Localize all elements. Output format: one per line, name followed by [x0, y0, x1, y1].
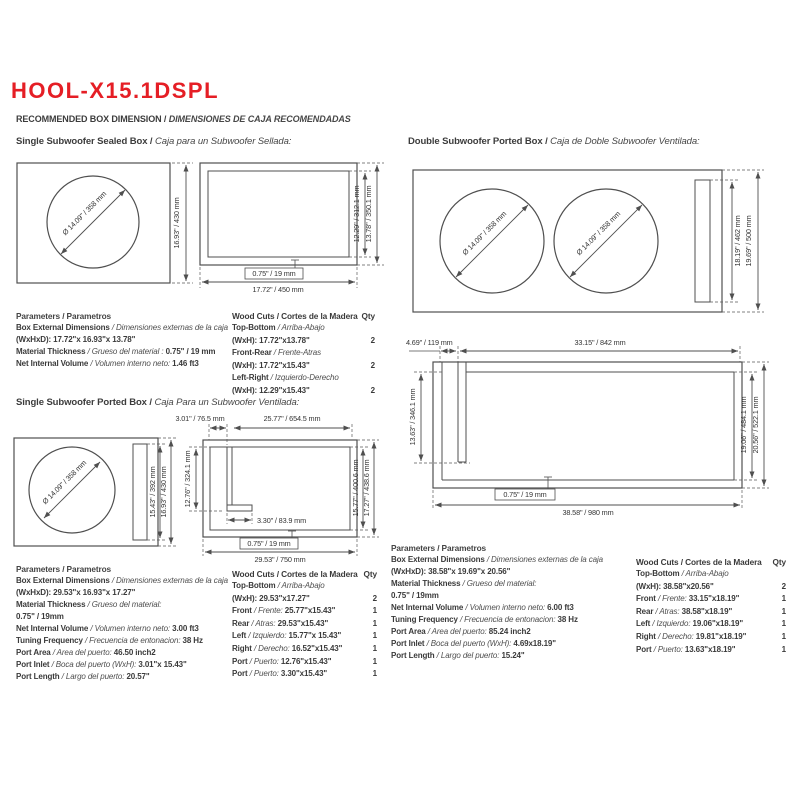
woodcut-row: (WxH): 29.53"x17.27" 2 — [232, 593, 377, 603]
woodcut-row: Rear / Atras: 29.53"x15.43" 1 — [232, 618, 377, 628]
section-title-en: Double Subwoofer Ported Box / — [408, 136, 551, 147]
param-row: Material Thickness / Grueso del material: — [391, 579, 537, 588]
woodcut-row: Left-Right / Izquierdo-Derecho — [232, 373, 339, 383]
dimension-label: 17.72" / 450 mm — [252, 285, 304, 294]
param-row: Net Internal Volume / Volumen interno neto: 3.00 ft3 — [16, 624, 199, 633]
woodcut-row: (WxH): 12.29"x15.43" 2 — [232, 385, 375, 395]
param-row: Box External Dimensions / Dimensiones externas de la caja — [16, 323, 228, 332]
parameters-header: Parameters / Parametros — [391, 543, 487, 553]
sealed-cross-section-diagram — [200, 163, 384, 294]
woodcut-row: Left / Izquierdo: 15.77"x 15.43" 1 — [232, 631, 377, 641]
woodcut-row: Right / Derecho: 19.81"x18.19" 1 — [636, 631, 786, 641]
port-slot — [695, 180, 710, 302]
ported-cross-section-diagram — [175, 414, 379, 564]
woodcuts-header: Wood Cuts / Cortes de la Madera Qty — [636, 557, 786, 567]
section-title-es: Caja de Doble Subwoofer Ventilada: — [550, 136, 700, 147]
parameters-header: Parameters / Parametros — [16, 564, 112, 574]
dimension-label: 0.75" / 19 mm — [247, 539, 291, 548]
section-title-es: Caja para un Subwoofer Sellada: — [155, 136, 292, 147]
dimension-label: 15.77" / 400.6 mm — [351, 459, 360, 517]
dimension-label: 0.75" / 19 mm — [503, 490, 547, 499]
subtitle-es: DIMENSIONES DE CAJA RECOMENDADAS — [168, 114, 351, 124]
port-lip — [227, 505, 252, 511]
dimension-label: 20.56" / 522.1 mm — [751, 396, 760, 454]
param-row: Port Length / Largo del puerto: 15.24" — [391, 651, 525, 660]
woodcut-row: Top-Bottom / Arriba-Abajo — [232, 581, 325, 590]
parameters-block-sealed — [16, 310, 228, 370]
port-wall — [227, 447, 232, 505]
woodcut-row: Top-Bottom / Arriba-Abajo — [636, 569, 729, 578]
woodcuts-header: Wood Cuts / Cortes de la Madera Qty — [232, 569, 377, 579]
param-row: Net Internal Volume / Volumen interno neto: 1.46 ft3 — [16, 359, 199, 368]
woodcut-row: Right / Derecho: 16.52"x15.43" 1 — [232, 643, 377, 653]
section-title-en: Single Subwoofer Sealed Box / — [16, 136, 155, 147]
sealed-front-view-diagram — [17, 163, 193, 283]
dimension-label: 3.30" / 83.9 mm — [257, 516, 307, 525]
double-front-view-diagram — [413, 170, 764, 312]
parameters-block-double-ported — [391, 542, 639, 662]
woodcut-row: Port / Puerto: 13.63"x18.19" 1 — [636, 644, 786, 654]
param-row: 0.75" / 19mm — [16, 612, 64, 621]
woodcut-row: Front / Frente: 33.15"x18.19" 1 — [636, 594, 786, 604]
dimension-label: Ø 14.09" / 358 mm — [574, 209, 623, 258]
param-row: Port Inlet / Boca del puerto (WxH): 3.01"x 15.43" — [16, 660, 187, 669]
dimension-label: 12.76" / 324.1 mm — [183, 450, 192, 508]
woodcut-row: (WxH): 17.72"x13.78" 2 — [232, 335, 375, 345]
dimension-label: 19.06" / 484.1 mm — [739, 396, 748, 454]
woodcut-row: Front-Rear / Frente-Atras — [232, 348, 322, 358]
woodcut-row: Port / Puerto: 12.76"x15.43" 1 — [232, 656, 377, 666]
section-title-single-ported — [16, 397, 299, 408]
param-row: (WxHxD): 38.58"x 19.69"x 20.56" — [391, 567, 511, 576]
document-subtitle — [16, 114, 351, 124]
param-row: Material Thickness / Grueso del material : 0.75" / 19 mm — [16, 347, 216, 356]
param-row: Material Thickness / Grueso del material: — [16, 600, 162, 609]
param-row: Port Inlet / Boca del puerto (WxH): 4.69x18.19" — [391, 639, 556, 648]
param-row: Box External Dimensions / Dimensiones externas de la caja — [391, 555, 603, 564]
woodcuts-header: Wood Cuts / Cortes de la Madera Qty — [232, 311, 375, 321]
section-title-sealed — [16, 136, 291, 147]
param-row: Port Area / Area del puerto: 85.24 inch2 — [391, 627, 531, 636]
param-row: (WxHxD): 17.72"x 16.93"x 13.78" — [16, 335, 136, 344]
double-cross-section-diagram — [406, 338, 769, 517]
dimension-label: 38.58" / 980 mm — [562, 508, 614, 517]
dimension-label: Ø 14.09" / 358 mm — [40, 458, 89, 507]
dimension-label: 29.53" / 750 mm — [254, 555, 306, 564]
page-title: HOOL-X15.1DSPL — [11, 78, 220, 103]
parameters-block-single-ported — [16, 563, 238, 683]
woodcut-row: (WxH): 17.72"x15.43" 2 — [232, 360, 375, 370]
woodcut-row: Rear / Atras: 38.58"x18.19" 1 — [636, 606, 786, 616]
dimension-label: Ø 14.09" / 358 mm — [60, 189, 109, 238]
woodcuts-block-single-ported — [232, 568, 377, 681]
dimension-label: 17.27" / 438.6 mm — [362, 459, 371, 517]
section-title-es: Caja Para un Subwoofer Ventilada: — [154, 397, 300, 408]
dimension-label: 18.19" / 462 mm — [733, 215, 742, 267]
port-slot — [133, 444, 147, 540]
woodcut-row: Left / Izquierdo: 19.06"x18.19" 1 — [636, 619, 786, 629]
woodcut-row: Front / Frente: 25.77"x15.43" 1 — [232, 606, 377, 616]
parameters-header: Parameters / Parametros — [16, 311, 112, 321]
section-title-en: Single Subwoofer Ported Box / — [16, 397, 155, 408]
woodcut-row: Top-Bottom / Arriba-Abajo — [232, 323, 325, 332]
dimension-label: 0.75" / 19 mm — [252, 269, 296, 278]
dimension-label: 16.93" / 430 mm — [159, 466, 168, 518]
dimension-label: 19.69" / 500 mm — [744, 215, 753, 267]
dimension-label: 12.29" / 312.1 mm — [352, 185, 361, 243]
dimension-label: 33.15" / 842 mm — [574, 338, 626, 347]
param-row: Tuning Frequency / Frecuencia de entonacion: 38 Hz — [391, 615, 578, 624]
param-row: Tuning Frequency / Frecuencia de entonacion: 38 Hz — [16, 636, 203, 645]
dimension-label: Ø 14.09" / 358 mm — [460, 209, 509, 258]
param-row: Port Area / Area del puerto: 46.50 inch2 — [16, 648, 156, 657]
param-row: Net Internal Volume / Volumen interno neto: 6.00 ft3 — [391, 603, 574, 612]
param-row: 0.75" / 19mm — [391, 591, 439, 600]
woodcut-row: (WxH): 38.58"x20.56" 2 — [636, 581, 786, 591]
dimension-label: 3.01" / 76.5 mm — [175, 414, 225, 423]
dimension-label: 13.63" / 346.1 mm — [408, 388, 417, 446]
woodcuts-block-sealed — [232, 310, 375, 398]
woodcut-row: Port / Puerto: 3.30"x15.43" 1 — [232, 669, 377, 679]
param-row: Port Length / Largo del puerto: 20.57" — [16, 672, 150, 681]
dimension-label: 15.43" / 392 mm — [148, 466, 157, 518]
ported-front-view-diagram — [14, 438, 177, 546]
dimension-label: 4.69" / 119 mm — [406, 338, 453, 347]
param-row: Box External Dimensions / Dimensiones externas de la caja — [16, 576, 228, 585]
param-row: (WxHxD): 29.53"x 16.93"x 17.27" — [16, 588, 136, 597]
dimension-label: 25.77" / 654.5 mm — [263, 414, 321, 423]
section-title-double-ported — [408, 136, 700, 147]
woodcuts-block-double-ported — [636, 556, 786, 656]
dimension-label: 13.78" / 350.1 mm — [364, 185, 373, 243]
subtitle-en: RECOMMENDED BOX DIMENSION / — [16, 114, 169, 124]
dimension-label: 16.93" / 430 mm — [172, 197, 181, 249]
